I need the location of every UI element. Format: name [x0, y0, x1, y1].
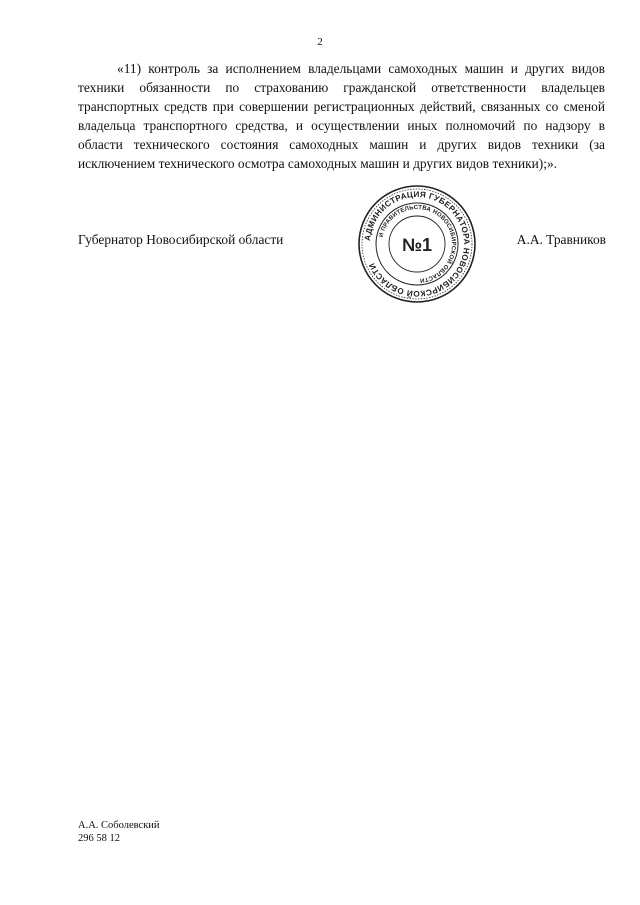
- seal-outer-text: АДМИНИСТРАЦИЯ ГУБЕРНАТОРА НОВОСИБИРСКОЙ ОБЛАСТИ: [363, 189, 472, 299]
- page-number: 2: [317, 36, 323, 48]
- signature-block: [78, 232, 606, 256]
- seal-inner-text: И ПРАВИТЕЛЬСТВА НОВОСИБИРСКОЙ ОБЛАСТИ: [378, 204, 457, 283]
- body-paragraph: «11) контроль за исполнением владельцами самоходных машин и других видов техники обязанности по страхованию гражданской ответственности владельцев транспортных средств при совершении регистрационных действий, связанных со сменой владельца транспортного средства, и осуществлении иных полномочий по надзору в области технического состояния самоходных машин и других видов техники (за исключением технического осмотра самоходных машин и других видов техники);».: [78, 61, 605, 171]
- signer-title: Губернатор Новосибирской области: [78, 232, 284, 247]
- footer-phone: 296 58 12: [78, 833, 120, 844]
- signer-name: А.А. Травников: [516, 232, 606, 247]
- footer-author: А.А. Соболевский: [78, 820, 160, 831]
- seal-center-text: №1: [401, 235, 433, 255]
- footer-contact: [78, 819, 160, 845]
- official-seal: [356, 183, 478, 305]
